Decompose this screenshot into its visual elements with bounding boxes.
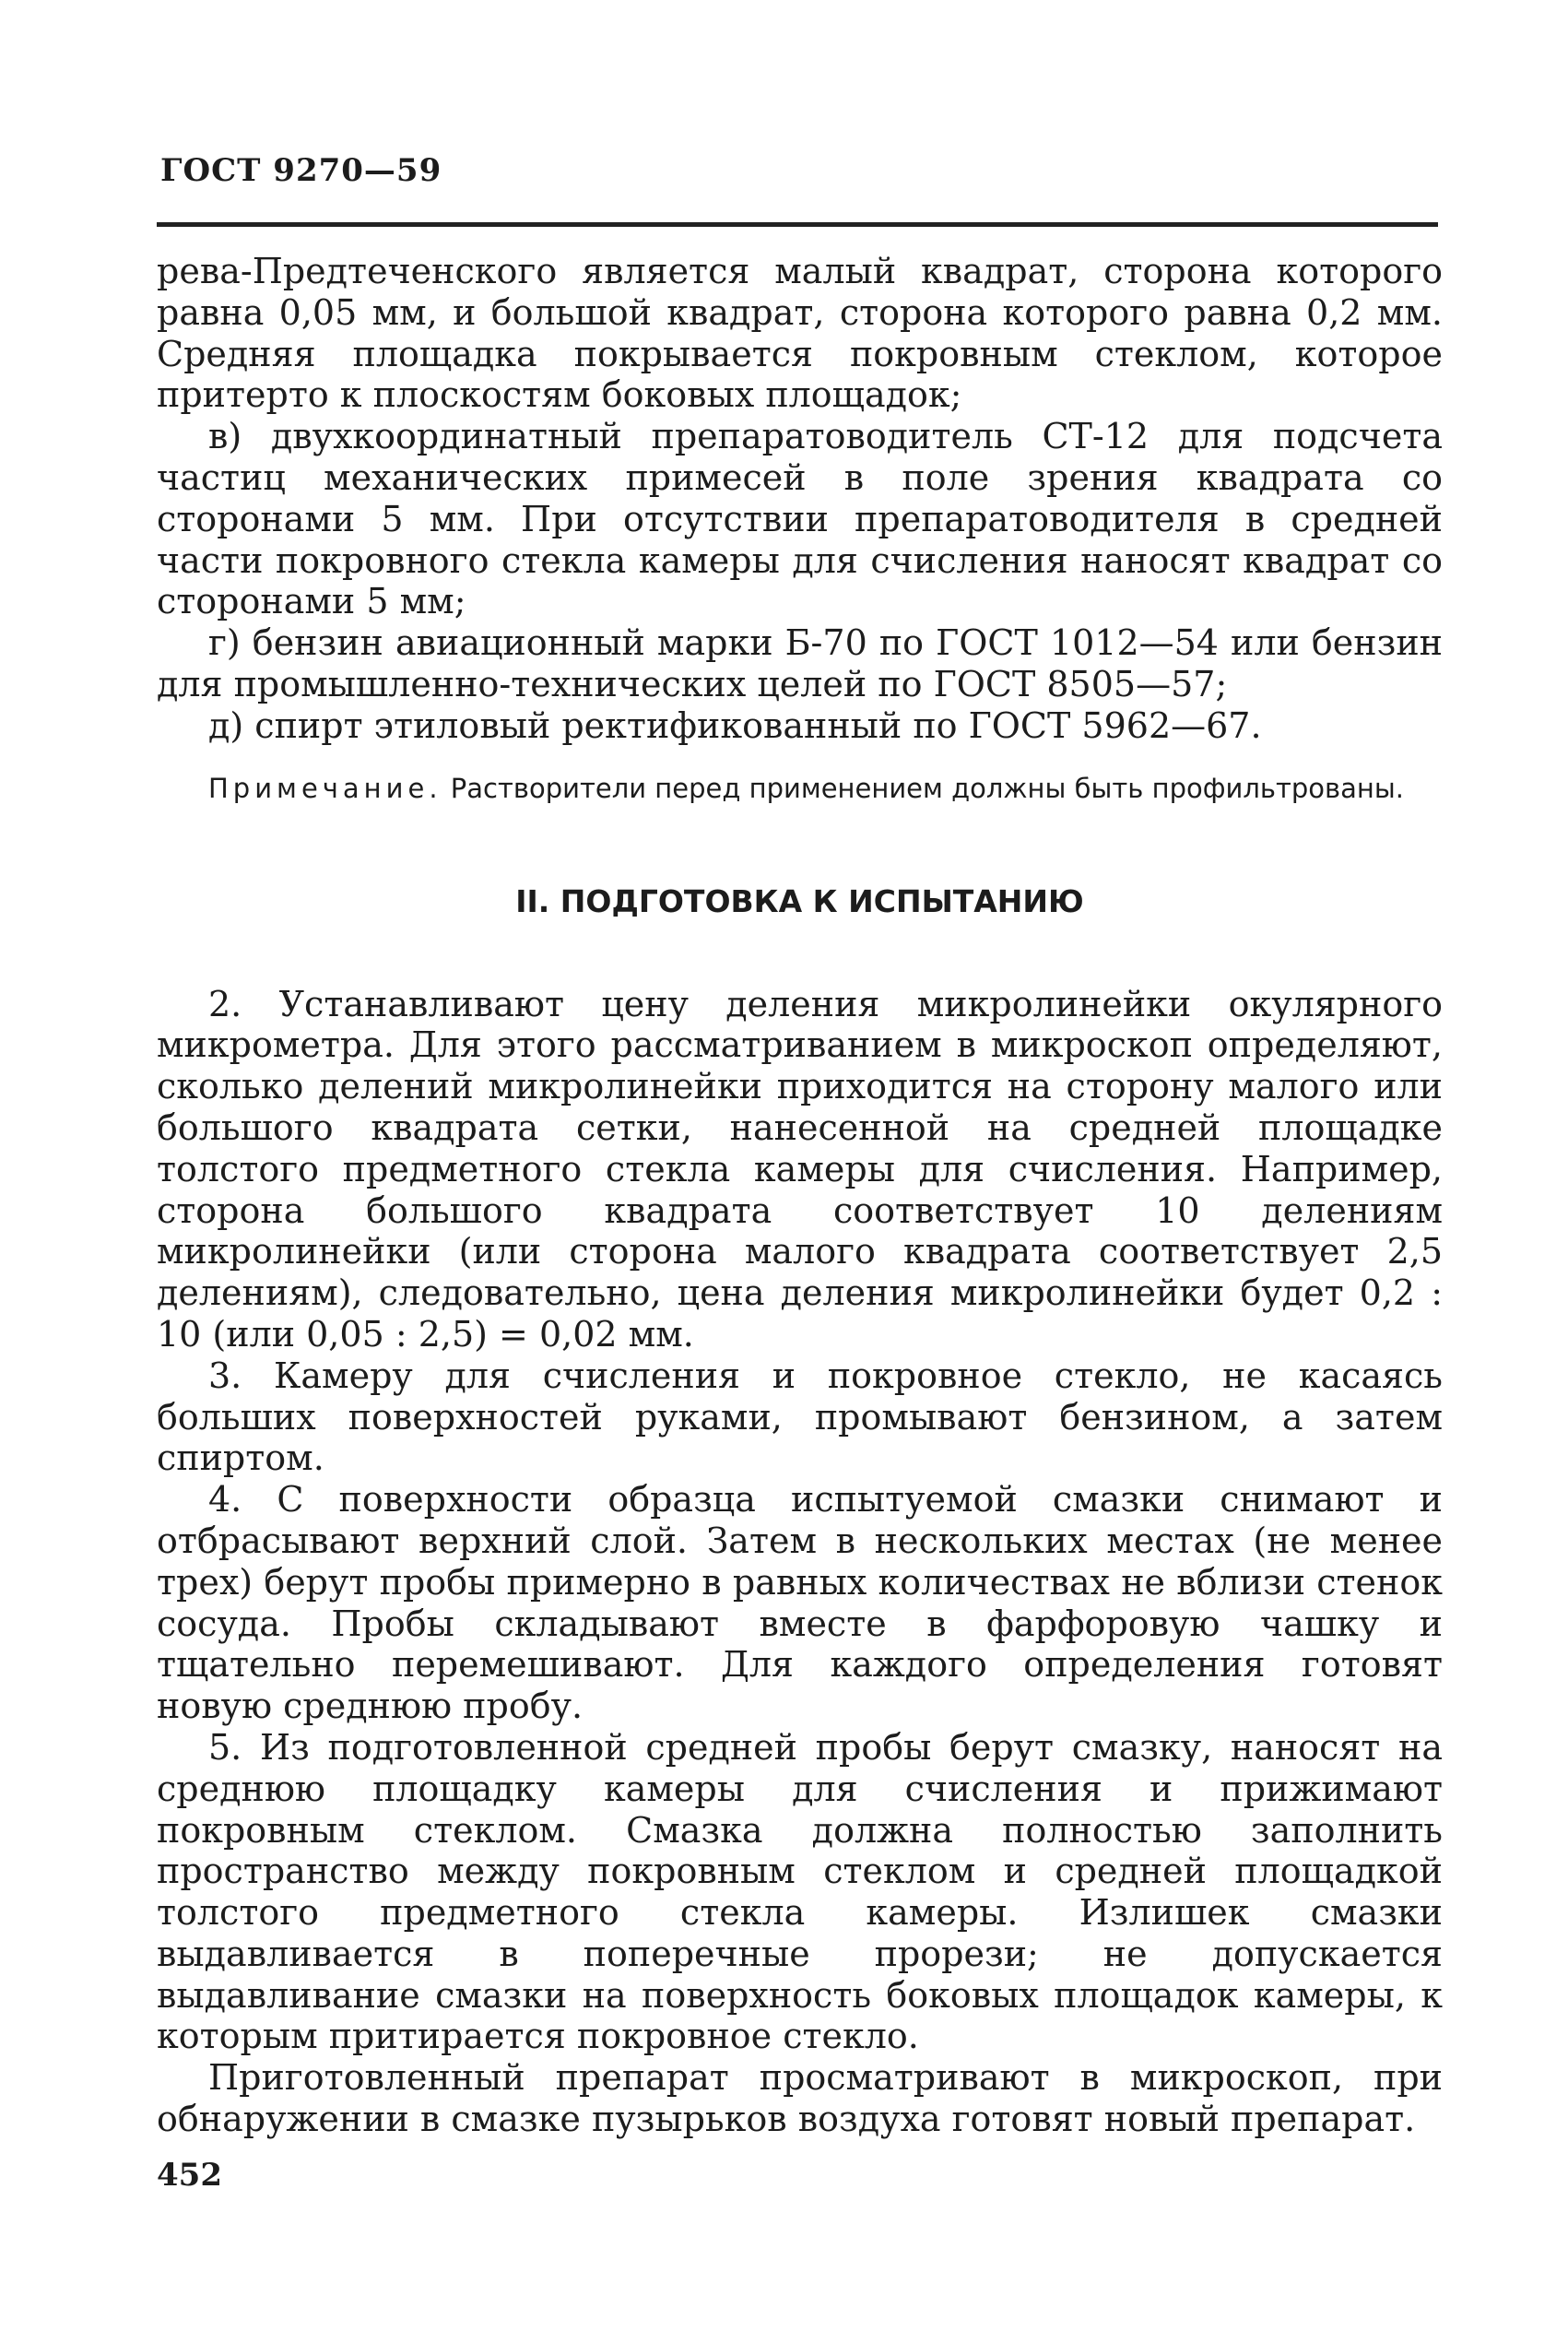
note-label: Примечание. (208, 772, 442, 804)
item-4: 4. С поверхности образца испытуемой смазки снимают и отбрасывают верхний слой. Затем в нескольких местах (не менее трех) берут пробы примерно в равных количествах не вблизи стенок сосуда. Пробы складывают вместе в фарфоровую чашку и тщательно перемешивают. Для каждого определения готовят новую среднюю пробу. (157, 1479, 1443, 1727)
item-3: 3. Камеру для счисления и покровное стекло, не касаясь больших поверхностей руками, промывают бензином, а затем спиртом. (157, 1355, 1443, 1479)
header-rule (157, 222, 1438, 227)
list-item-v: в) двухкоординатный препаратоводитель СТ-12 для подсчета частиц механических примесей в поле зрения квадрата со сторонами 5 мм. При отсутствии препаратоводителя в средней части покровного стекла камеры для счисления наносят квадрат со сторонами 5 мм; (157, 416, 1443, 622)
note (157, 773, 1443, 804)
page-number: 452 (157, 2156, 222, 2194)
paragraph-continuation: рева-Предтеченского является малый квадрат, сторона которого равна 0,05 мм, и большой квадрат, сторона которого равна 0,2 мм. Средняя площадка покрывается покровным стеклом, которое притерто к плоскостям боковых площадок; (157, 251, 1443, 416)
list-item-g: г) бензин авиационный марки Б-70 по ГОСТ 1012—54 или бензин для промышленно-технических целей по ГОСТ 8505—57; (157, 622, 1443, 704)
list-item-d: д) спирт этиловый ректификованный по ГОСТ 5962—67. (208, 704, 1262, 746)
note-text: Растворители перед применением должны быть профильтрованы. (442, 772, 1404, 804)
document-page (157, 152, 1443, 2291)
item-5-continuation: Приготовленный препарат просматривают в микроскоп, при обнаружении в смазке пузырьков воздуха готовят новый препарат. (157, 2057, 1443, 2140)
document-header: ГОСТ 9270—59 (160, 152, 442, 189)
item-5: 5. Из подготовленной средней пробы берут смазку, наносят на среднюю площадку камеры для счисления и прижимают покровным стеклом. Смазка должна полностью заполнить пространство между покровным стеклом и средней площадкой толстого предметного стекла камеры. Излишек смазки выдавливается в поперечные прорези; не допускается выдавливание смазки на поверхность боковых площадок камеры, к которым притирается покровное стекло. (157, 1726, 1443, 2057)
item-2: 2. Устанавливают цену деления микролинейки окулярного микрометра. Для этого рассматриванием в микроскоп определяют, сколько делений микролинейки приходится на сторону малого или большого квадрата сетки, нанесенной на средней площадке толстого предметного стекла камеры для счисления. Например, сторона большого квадрата соответствует 10 делениям микролинейки (или сторона малого квадрата соответствует 2,5 делениям), следовательно, цена деления микролинейки будет 0,2 : 10 (или 0,05 : 2,5) = 0,02 мм. (157, 983, 1443, 1355)
section-title: II. ПОДГОТОВКА К ИСПЫТАНИЮ (515, 882, 1084, 919)
